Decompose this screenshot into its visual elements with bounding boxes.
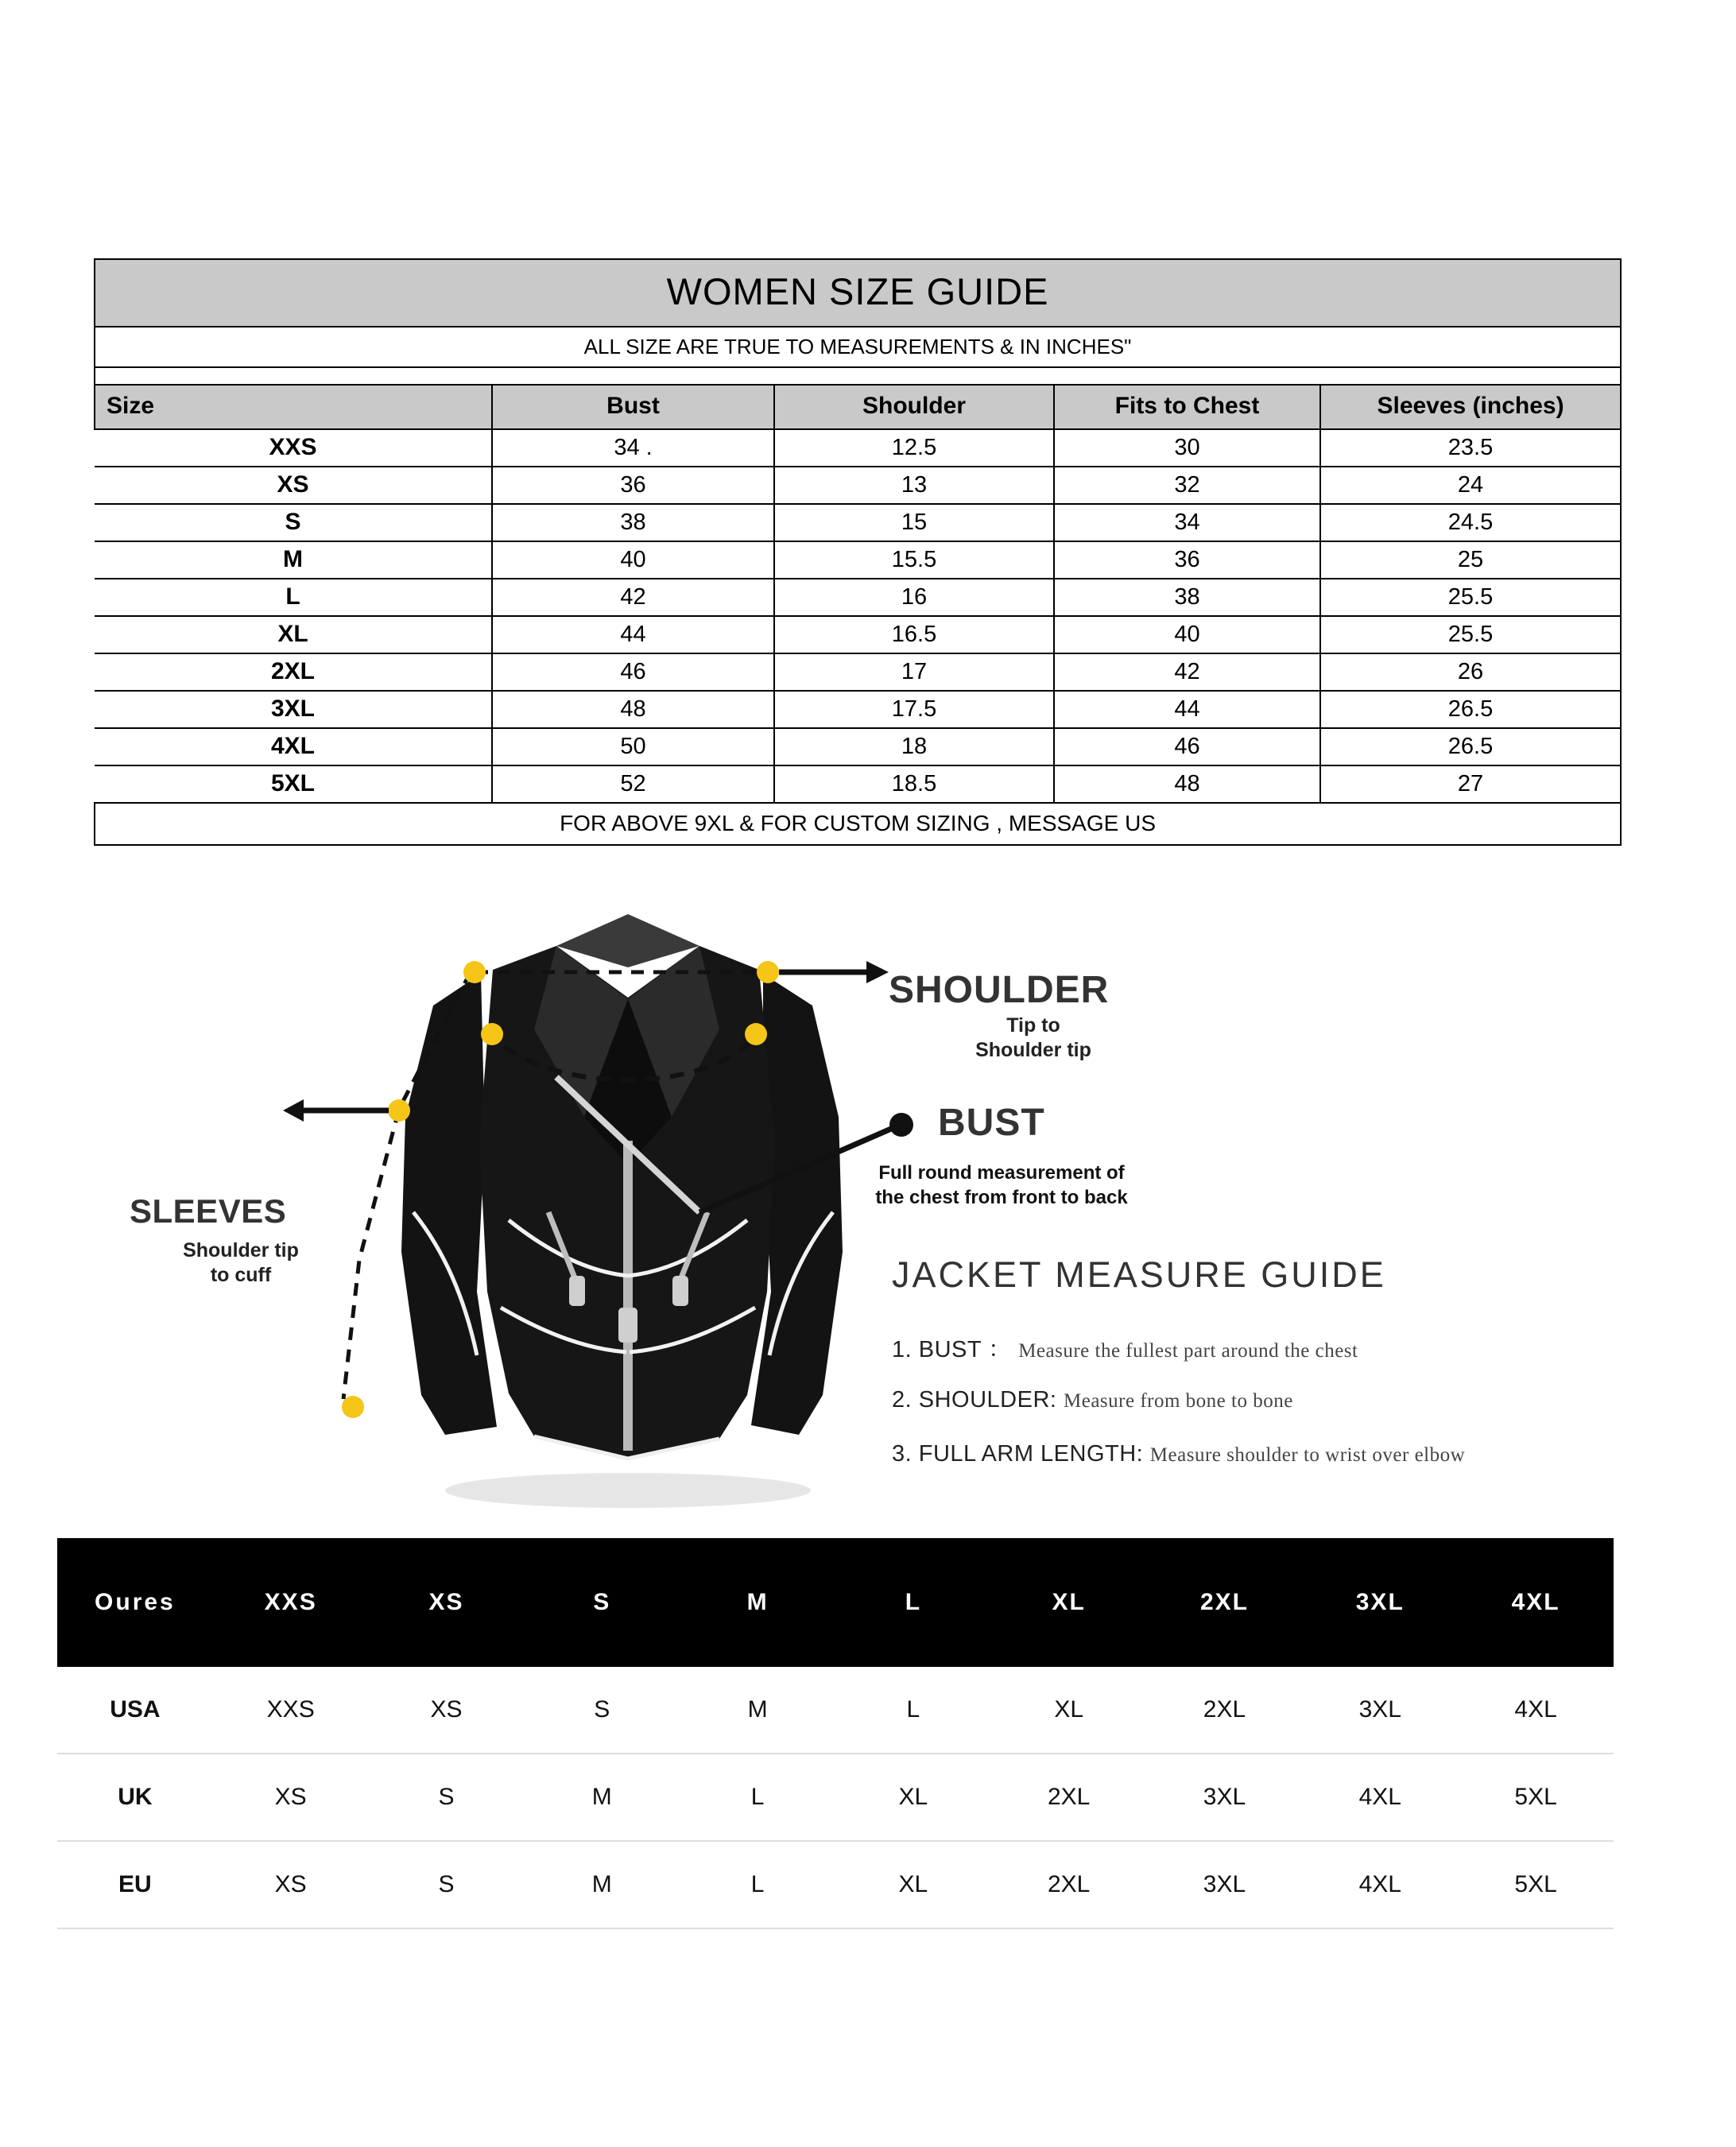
cell-sleeves: 25.5 [1320,616,1621,653]
conversion-cell: XS [369,1667,525,1754]
conversion-cell: L [680,1841,835,1928]
cell-shoulder: 15.5 [774,541,1054,579]
cell-size: XXS [95,429,492,467]
guide-item-bust [892,1331,1358,1364]
cell-bust: 36 [492,467,774,504]
cell-bust: 52 [492,765,774,803]
cell-sleeves: 26 [1320,653,1621,691]
cell-shoulder: 12.5 [774,429,1054,467]
cell-size: XS [95,467,492,504]
conversion-cell: 4XL [1302,1841,1458,1928]
size-guide-table [94,258,1622,846]
cell-bust: 42 [492,579,774,616]
bust-sublabel: Full round measurement of the chest from front to back [875,1162,1128,1209]
column-header-shoulder: Shoulder [774,385,1054,429]
cell-bust: 50 [492,728,774,765]
cell-chest: 42 [1054,653,1320,691]
conversion-header-ours: Oures [57,1538,213,1667]
shoulder-label: SHOULDER [889,969,1110,1011]
conversion-cell: M [524,1841,680,1928]
cell-chest: 36 [1054,541,1320,579]
conversion-cell: M [680,1667,835,1754]
cell-sleeves: 24 [1320,467,1621,504]
marker-dot-shoulder-left [463,961,486,983]
cell-size: XL [95,616,492,653]
cell-size: S [95,504,492,541]
table-header-row [95,385,1621,429]
conversion-cell: 3XL [1302,1667,1458,1754]
cell-bust: 34 . [492,429,774,467]
guide-item-shoulder-lead: 2. SHOULDER: [892,1387,1057,1413]
cell-chest: 30 [1054,429,1320,467]
cell-bust: 44 [492,616,774,653]
conversion-cell: 2XL [991,1841,1147,1928]
conversion-cell: S [369,1841,525,1928]
page-title: WOMEN SIZE GUIDE [95,259,1621,327]
cell-shoulder: 18 [774,728,1054,765]
cell-shoulder: 16 [774,579,1054,616]
cell-sleeves: 25.5 [1320,579,1621,616]
cell-shoulder: 17.5 [774,691,1054,728]
table-row [95,691,1621,728]
women-size-guide-table [94,258,1620,846]
conversion-row-usa [57,1667,1614,1754]
table-row [95,616,1621,653]
table-row [95,728,1621,765]
conversion-cell: 4XL [1302,1754,1458,1841]
conversion-cell: 5XL [1458,1754,1614,1841]
cell-shoulder: 17 [774,653,1054,691]
table-row [95,429,1621,467]
cell-shoulder: 15 [774,504,1054,541]
conversion-row-label: USA [57,1667,213,1754]
conversion-cell: 4XL [1458,1667,1614,1754]
column-header-fits-to-chest: Fits to Chest [1054,385,1320,429]
bust-label: BUST [938,1102,1045,1144]
marker-dot-bust-right [745,1023,767,1045]
conversion-row-label: UK [57,1754,213,1841]
conversion-row-label: EU [57,1841,213,1928]
conversion-header-2xl: 2XL [1147,1538,1303,1667]
table-row [95,653,1621,691]
shoulder-sublabel: Tip to Shoulder tip [975,1014,1091,1062]
conversion-row-uk [57,1754,1614,1841]
conversion-header-m: M [680,1538,835,1667]
table-row [95,765,1621,803]
guide-item-arm-length-desc: Measure shoulder to wrist over elbow [1149,1444,1466,1466]
guide-item-arm-length-lead: 3. FULL ARM LENGTH: [892,1441,1144,1467]
conversion-row-eu [57,1841,1614,1928]
conversion-cell: 3XL [1147,1754,1303,1841]
cell-bust: 48 [492,691,774,728]
conversion-cell: S [524,1667,680,1754]
conversion-cell: XXS [213,1667,369,1754]
guide-item-shoulder [892,1387,1293,1413]
cell-shoulder: 13 [774,467,1054,504]
cell-size: 2XL [95,653,492,691]
cell-sleeves: 26.5 [1320,691,1621,728]
size-conversion-table [57,1538,1614,1929]
table-row [95,579,1621,616]
conversion-cell: S [369,1754,525,1841]
conversion-header-4xl: 4XL [1458,1538,1614,1667]
cell-chest: 34 [1054,504,1320,541]
sleeves-sublabel: Shoulder tip to cuff [183,1239,299,1287]
guide-item-arm-length [892,1441,1465,1467]
marker-dot-sleeve-cuff [342,1396,364,1418]
cell-chest: 40 [1054,616,1320,653]
marker-dot-bust-left [481,1023,503,1045]
conversion-header-3xl: 3XL [1302,1538,1458,1667]
conversion-table [57,1538,1614,1929]
conversion-header-l: L [835,1538,991,1667]
table-spacer-row [95,367,1621,385]
cell-sleeves: 24.5 [1320,504,1621,541]
table-row [95,541,1621,579]
cell-size: L [95,579,492,616]
cell-shoulder: 16.5 [774,616,1054,653]
cell-size: 4XL [95,728,492,765]
marker-dot-shoulder-right [757,961,779,983]
conversion-cell: XL [991,1667,1147,1754]
cell-size: M [95,541,492,579]
conversion-cell: 2XL [991,1754,1147,1841]
cell-sleeves: 27 [1320,765,1621,803]
cell-sleeves: 23.5 [1320,429,1621,467]
conversion-header-s: S [524,1538,680,1667]
guide-item-shoulder-desc: Measure from bone to bone [1064,1390,1293,1412]
conversion-header-row [57,1538,1614,1667]
column-header-size: Size [95,385,492,429]
conversion-header-xs: XS [369,1538,525,1667]
sleeves-label: SLEEVES [130,1192,287,1230]
conversion-cell: M [524,1754,680,1841]
table-row [95,467,1621,504]
conversion-cell: XS [213,1841,369,1928]
table-row [95,504,1621,541]
conversion-cell: XL [835,1754,991,1841]
cell-bust: 40 [492,541,774,579]
cell-chest: 32 [1054,467,1320,504]
jacket-illustration [401,914,843,1508]
conversion-cell: L [835,1667,991,1754]
conversion-cell: XS [213,1754,369,1841]
jacket-measure-guide-title: JACKET MEASURE GUIDE [892,1254,1386,1295]
guide-item-bust-lead: 1. BUST ： [892,1337,1012,1362]
conversion-cell: 5XL [1458,1841,1614,1928]
cell-chest: 46 [1054,728,1320,765]
cell-chest: 38 [1054,579,1320,616]
cell-sleeves: 25 [1320,541,1621,579]
marker-dot-sleeve-top [388,1099,410,1122]
conversion-cell: L [680,1754,835,1841]
conversion-header-xxs: XXS [213,1538,369,1667]
guide-item-bust-desc: Measure the fullest part around the chest [1018,1340,1358,1362]
column-header-bust: Bust [492,385,774,429]
cell-chest: 44 [1054,691,1320,728]
cell-size: 3XL [95,691,492,728]
cell-size: 5XL [95,765,492,803]
cell-bust: 46 [492,653,774,691]
cell-bust: 38 [492,504,774,541]
column-header-sleeves: Sleeves (inches) [1320,385,1621,429]
cell-sleeves: 26.5 [1320,728,1621,765]
conversion-cell: 3XL [1147,1841,1303,1928]
conversion-header-xl: XL [991,1538,1147,1667]
cell-shoulder: 18.5 [774,765,1054,803]
cell-chest: 48 [1054,765,1320,803]
conversion-cell: 2XL [1147,1667,1303,1754]
size-guide-footer-note: FOR ABOVE 9XL & FOR CUSTOM SIZING , MESSAGE US [95,803,1621,845]
size-guide-subtitle: ALL SIZE ARE TRUE TO MEASUREMENTS & IN INCHES" [95,327,1621,367]
conversion-cell: XL [835,1841,991,1928]
